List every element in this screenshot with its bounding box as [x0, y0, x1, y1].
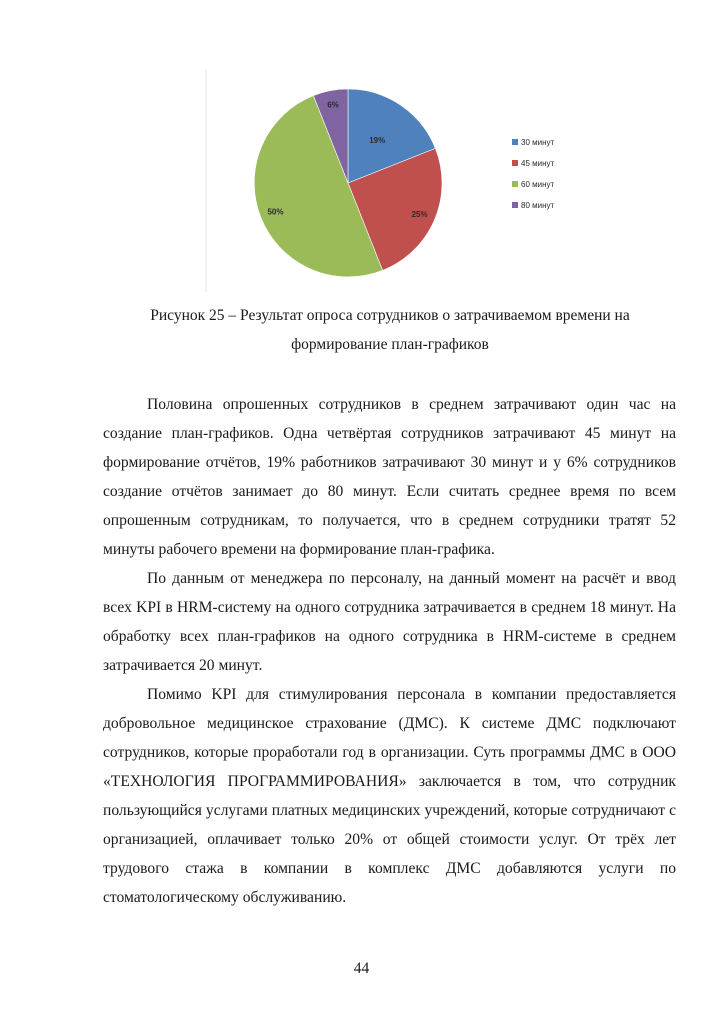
legend-label: 80 минут — [521, 201, 555, 210]
pie-slice-label: 6% — [327, 100, 339, 110]
legend-swatch — [512, 202, 518, 208]
paragraph: По данным от менеджера по персоналу, на данный момент на расчёт и ввод всех KPI в HRM-систему на одного сотрудника затрачивается в среднем 18 минут. На обработку всех план-графиков на одного сотрудника в HRM-системе в среднем затрачивается 20 минут. — [103, 570, 676, 674]
paragraph: Помимо KPI для стимулирования персонала в компании предоставляется добровольное медицинское страхование (ДМС). К системе ДМС подключают сотрудников, которые проработали год в организации. Суть программы ДМС в ООО «ТЕХНОЛОГИЯ ПРОГРАММИРОВАНИЯ» заключается в том, что сотрудник пользующийся услугами платных медицинских учреждений, которые сотрудничают с организацией, оплачивает только 20% от общей стоимости услуг. От трёх лет трудового стажа в компании в комплекс ДМС добавляются услуги по стоматологическому обслуживанию. — [103, 686, 676, 906]
legend-label: 60 минут — [521, 180, 555, 189]
pie-chart-svg — [203, 70, 583, 292]
legend-swatch — [512, 139, 518, 145]
pie-slice-label: 50% — [267, 207, 284, 217]
pie-chart — [203, 70, 583, 292]
legend-swatch — [512, 181, 518, 187]
pie-slice-label: 19% — [369, 136, 386, 145]
page-number: 44 — [353, 960, 370, 977]
legend-swatch — [512, 160, 518, 166]
body-text — [103, 390, 676, 912]
paragraph: Половина опрошенных сотрудников в среднем затрачивают один час на создание план-графиков. Одна четвёртая сотрудников затрачивают 45 минут на формирование отчётов, 19% работников затрачивают 30 минут и у 6% сотрудников создание отчётов занимает до 80 минут. Если считать среднее время по всем опрошенным сотрудникам, то получается, что в среднем сотрудники тратят 52 минуты рабочего времени на формирование план-графика. — [103, 396, 676, 558]
legend-label: 30 минут — [521, 138, 555, 147]
figure-caption-line-1: Рисунок 25 – Результат опроса сотрудников о затрачиваемом времени на — [150, 307, 630, 324]
pie-slice-label: 25% — [411, 210, 428, 219]
legend-label: 45 минут — [521, 159, 555, 168]
figure-caption-line-2: формирование план-графиков — [291, 336, 489, 353]
